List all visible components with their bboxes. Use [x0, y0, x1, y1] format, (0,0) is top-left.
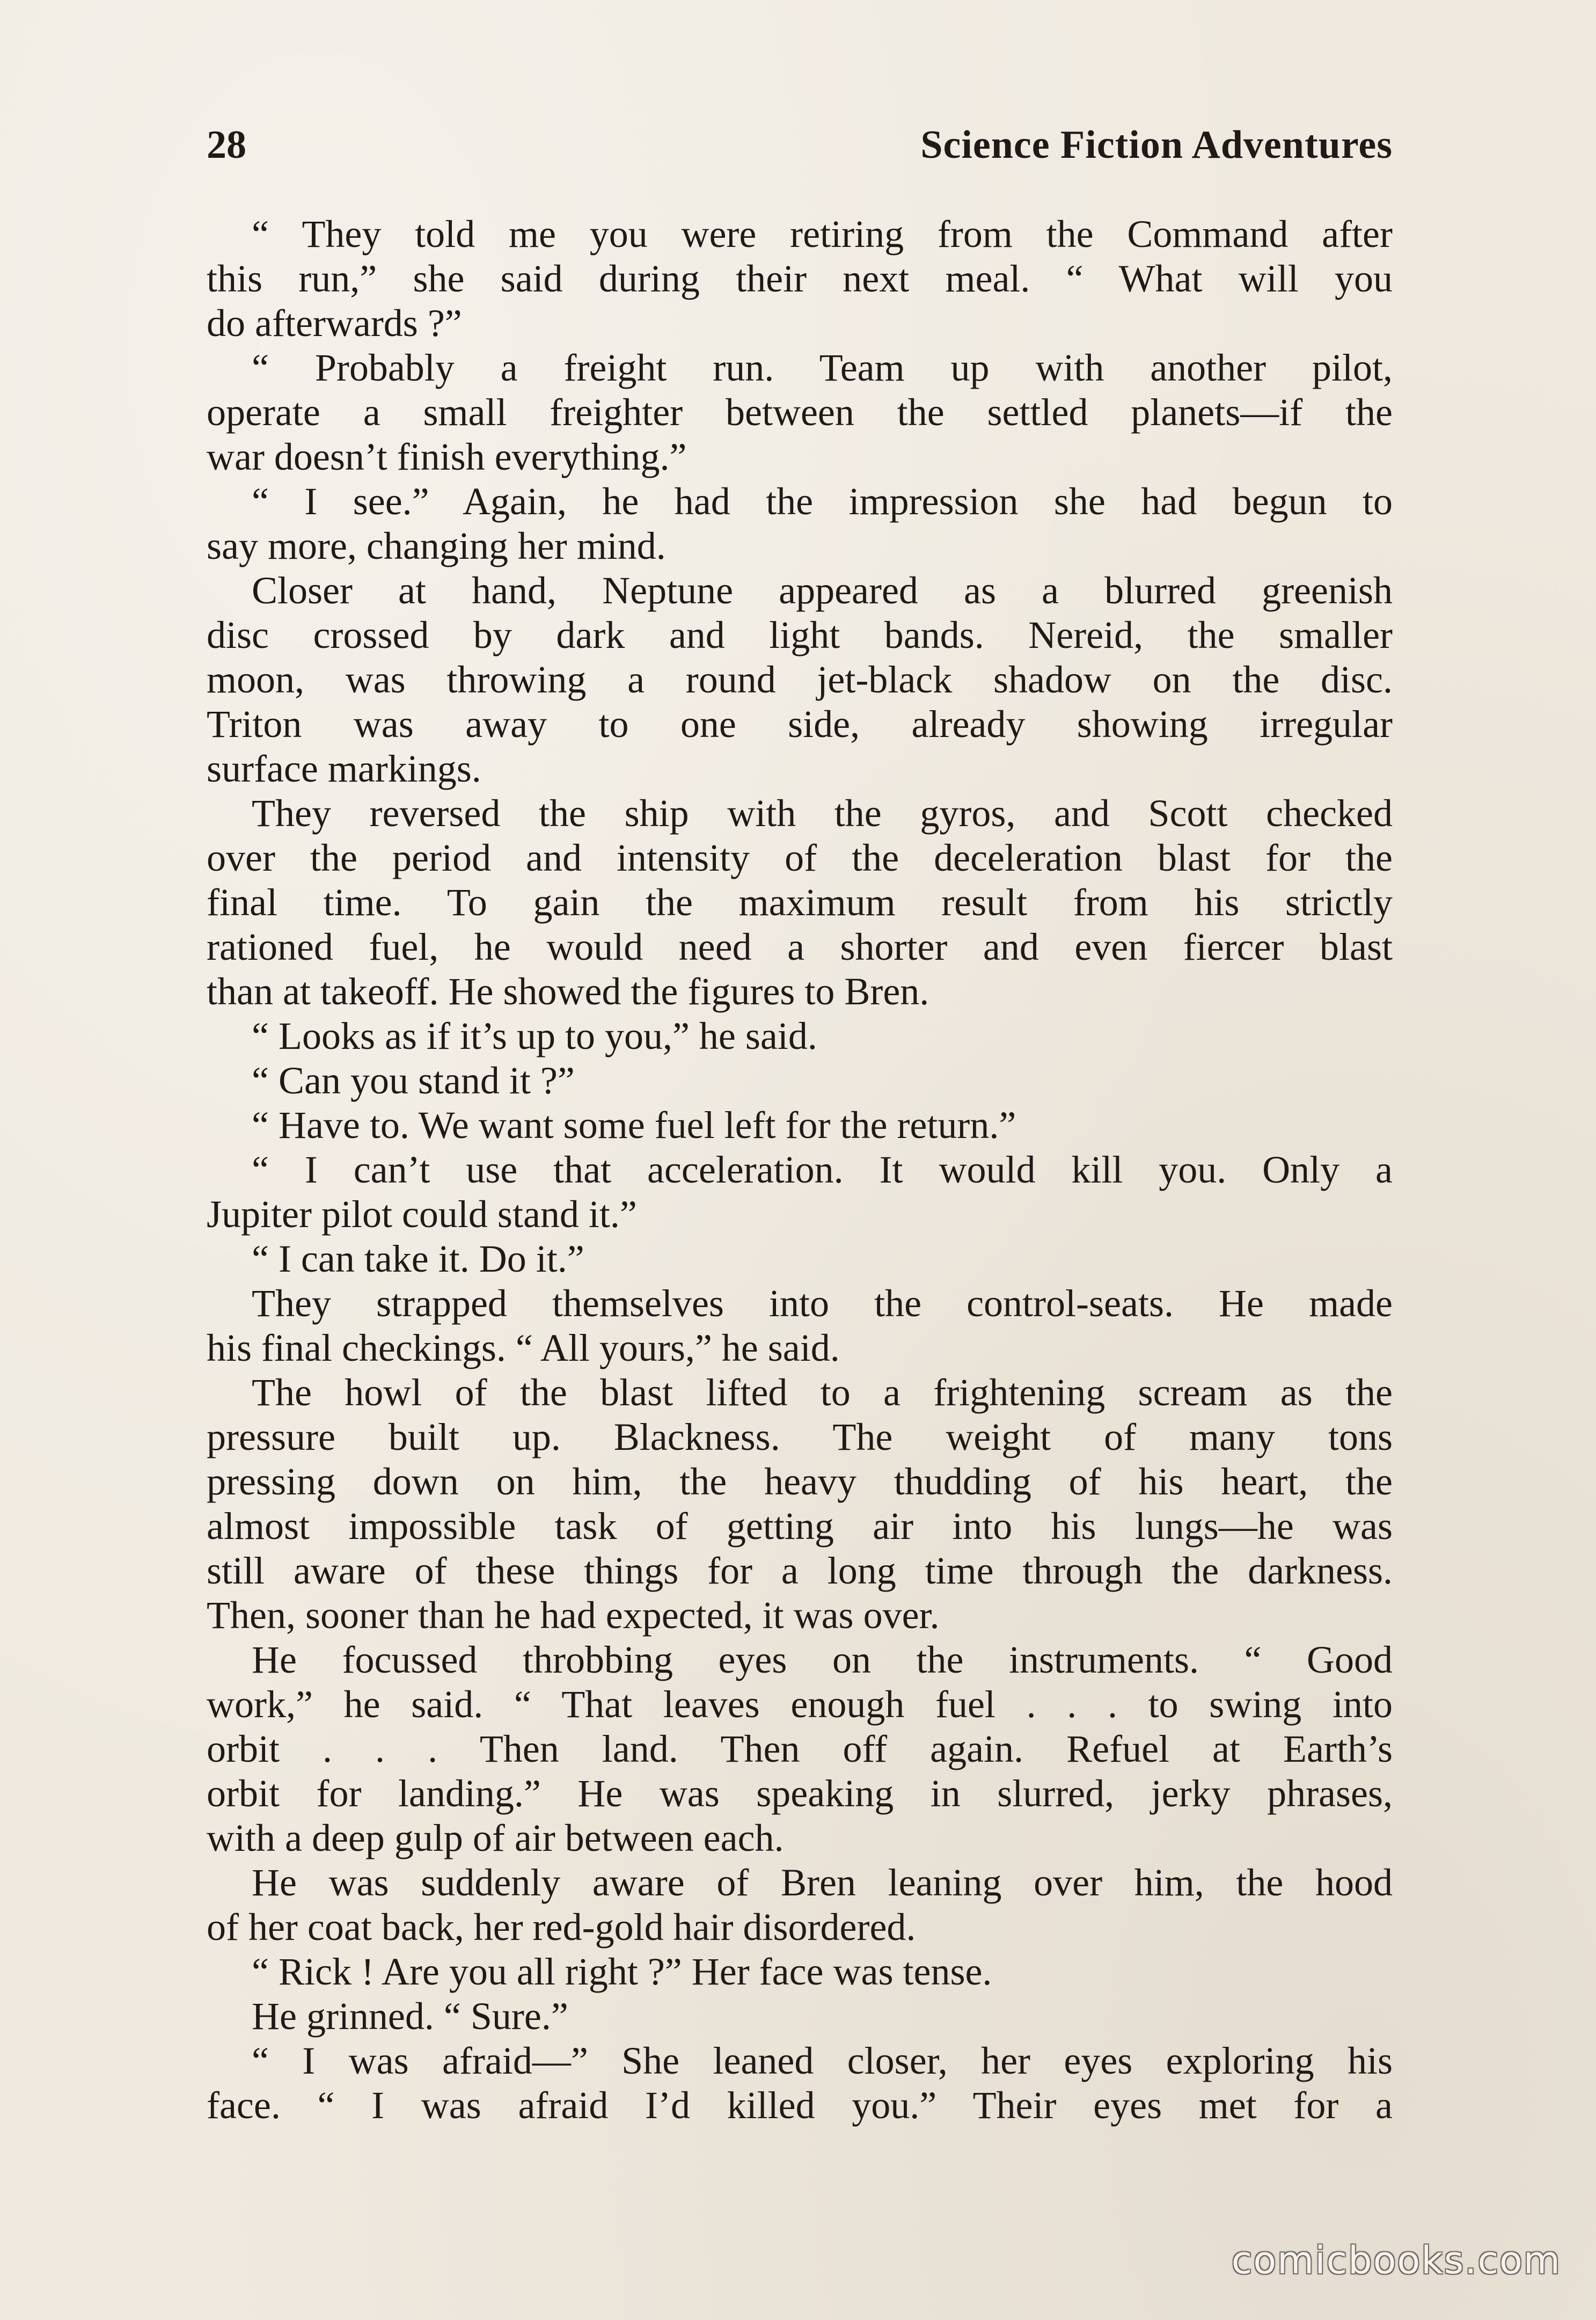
text-line: still aware of these things for a long time through the darkness.: [207, 1549, 1393, 1592]
page-number: 28: [207, 123, 246, 167]
text-line: “ I can’t use that acceleration. It would kill you. Only a: [252, 1148, 1393, 1191]
text-line: He grinned. “ Sure.”: [252, 1995, 568, 2038]
story-text: [207, 212, 1393, 2128]
text-line: rationed fuel, he would need a shorter and even fiercer blast: [207, 925, 1393, 968]
text-line: The howl of the blast lifted to a frightening scream as the: [252, 1371, 1393, 1414]
text-line: disc crossed by dark and light bands. Nereid, the smaller: [207, 614, 1393, 656]
text-line: with a deep gulp of air between each.: [207, 1816, 784, 1859]
text-line: He was suddenly aware of Bren leaning over him, the hood: [252, 1861, 1393, 1904]
text-line: work,” he said. “ That leaves enough fuel . . . to swing into: [207, 1683, 1393, 1726]
text-line: orbit . . . Then land. Then off again. Refuel at Earth’s: [207, 1727, 1393, 1770]
text-line: face. “ I was afraid I’d killed you.” Their eyes met for a: [207, 2084, 1393, 2127]
text-line: “ I can take it. Do it.”: [252, 1237, 584, 1280]
text-line: “ Probably a freight run. Team up with another pilot,: [252, 346, 1393, 389]
text-line: pressure built up. Blackness. The weight of many tons: [207, 1416, 1393, 1458]
text-line: orbit for landing.” He was speaking in slurred, jerky phrases,: [207, 1772, 1393, 1815]
text-line: war doesn’t finish everything.”: [207, 435, 687, 478]
text-line: “ Have to. We want some fuel left for the return.”: [252, 1104, 1016, 1147]
text-line: over the period and intensity of the deceleration blast for the: [207, 836, 1393, 879]
text-line: “ Looks as if it’s up to you,” he said.: [252, 1015, 817, 1057]
text-line: this run,” she said during their next meal. “ What will you: [207, 257, 1393, 300]
text-line: He focussed throbbing eyes on the instruments. “ Good: [252, 1638, 1393, 1681]
text-line: final time. To gain the maximum result from his strictly: [207, 881, 1393, 924]
text-line: moon, was throwing a round jet-black shadow on the disc.: [207, 658, 1393, 701]
text-line: They reversed the ship with the gyros, and Scott checked: [252, 792, 1393, 835]
text-line: operate a small freighter between the settled planets—if the: [207, 391, 1393, 434]
page-header: [207, 115, 1393, 174]
text-line: “ They told me you were retiring from the Command after: [252, 213, 1393, 256]
text-line: “ Rick ! Are you all right ?” Her face was tense.: [252, 1950, 992, 1993]
text-line: do afterwards ?”: [207, 302, 462, 345]
running-title: Science Fiction Adventures: [920, 123, 1393, 167]
text-line: Triton was away to one side, already showing irregular: [207, 703, 1393, 746]
watermark: comicbooks.com: [1231, 2238, 1561, 2282]
text-line: almost impossible task of getting air into his lungs—he was: [207, 1505, 1393, 1548]
text-line: Then, sooner than he had expected, it was over.: [207, 1594, 940, 1637]
text-line: “ I was afraid—” She leaned closer, her eyes exploring his: [252, 2039, 1393, 2082]
text-line: Closer at hand, Neptune appeared as a blurred greenish: [252, 569, 1393, 612]
text-line: than at takeoff. He showed the figures to Bren.: [207, 970, 929, 1013]
text-line: of her coat back, her red-gold hair disordered.: [207, 1906, 916, 1949]
text-line: surface markings.: [207, 747, 481, 790]
text-line: “ I see.” Again, he had the impression she had begun to: [252, 480, 1393, 523]
text-line: They strapped themselves into the control-seats. He made: [252, 1282, 1393, 1325]
text-line: “ Can you stand it ?”: [252, 1059, 575, 1102]
text-line: say more, changing her mind.: [207, 524, 666, 567]
text-line: pressing down on him, the heavy thudding of his heart, the: [207, 1460, 1393, 1503]
text-line: Jupiter pilot could stand it.”: [207, 1193, 637, 1236]
text-line: his final checkings. “ All yours,” he said.: [207, 1326, 840, 1369]
